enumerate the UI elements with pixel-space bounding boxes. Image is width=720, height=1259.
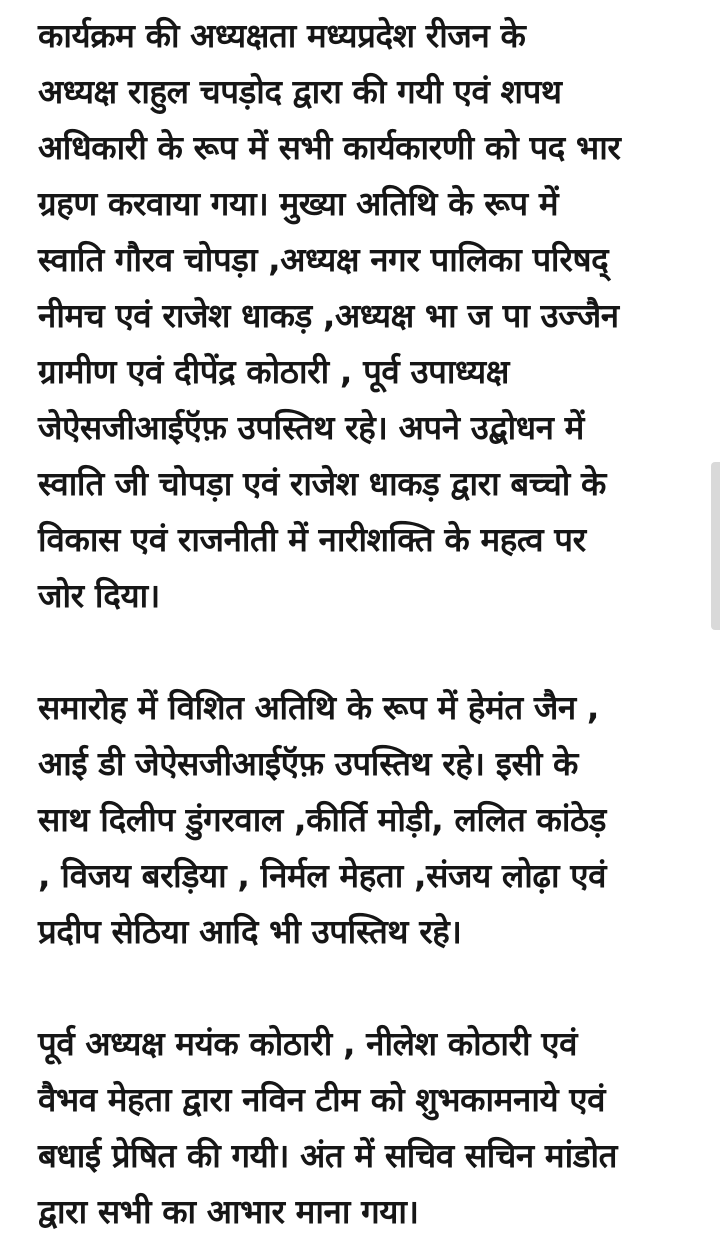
text-line: अधिकारी के रूप में सभी कार्यकारणी को पद भार [38, 128, 621, 167]
text-line: जोर दिया। [38, 576, 160, 615]
article-body [38, 8, 688, 1240]
text-line: ग्रहण करवाया गया। मुख्या अतिथि के रूप में [38, 184, 559, 223]
text-line: वैभव मेहता द्वारा नविन टीम को शुभकामनाये एवं [38, 1080, 606, 1119]
scrollbar-thumb[interactable] [711, 462, 720, 630]
text-line: ग्रामीण एवं दीपेंद्र कोठारी , पूर्व उपाध्यक्ष [38, 352, 510, 391]
text-line: बधाई प्रेषित की गयी। अंत में सचिव सचिन मांडोत [38, 1136, 618, 1175]
text-line: आई डी जेऐसजीआईऍफ़ उपस्तिथ रहे। इसी के [38, 744, 578, 783]
text-line: पूर्व अध्यक्ष मयंक कोठारी , नीलेश कोठारी एवं [38, 1024, 578, 1063]
article-paragraph-1 [38, 8, 688, 624]
text-line: जेऐसजीआईऍफ़ उपस्तिथ रहे। अपने उद्बोधन में [38, 408, 584, 447]
text-line: स्वाति जी चोपड़ा एवं राजेश धाकड़ द्वारा बच्चो के [38, 464, 606, 503]
text-line: , विजय बरड़िया , निर्मल मेहता ,संजय लोढ़ा एवं [38, 856, 607, 895]
text-line: अध्यक्ष राहुल चपड़ोद द्वारा की गयी एवं शपथ [38, 72, 562, 111]
article-paragraph-3 [38, 1016, 688, 1240]
text-line: प्रदीप सेठिया आदि भी उपस्तिथ रहे। [38, 912, 462, 951]
text-line: नीमच एवं राजेश धाकड़ ,अध्यक्ष भा ज पा उज्जैन [38, 296, 619, 335]
text-line: साथ दिलीप डुंगरवाल ,कीर्ति मोड़ी, ललित कांठेड़ [38, 800, 607, 839]
article-paragraph-2 [38, 680, 688, 960]
text-line: द्वारा सभी का आभार माना गया। [38, 1192, 419, 1231]
text-line: कार्यक्रम की अध्यक्षता मध्यप्रदेश रीजन के [38, 16, 526, 55]
text-line: समारोह में विशित अतिथि के रूप में हेमंत जैन , [38, 688, 600, 727]
text-line: स्वाति गौरव चोपड़ा ,अध्यक्ष नगर पालिका परिषद् [38, 240, 609, 279]
text-line: विकास एवं राजनीती में नारीशक्ति के महत्व पर [38, 520, 586, 559]
